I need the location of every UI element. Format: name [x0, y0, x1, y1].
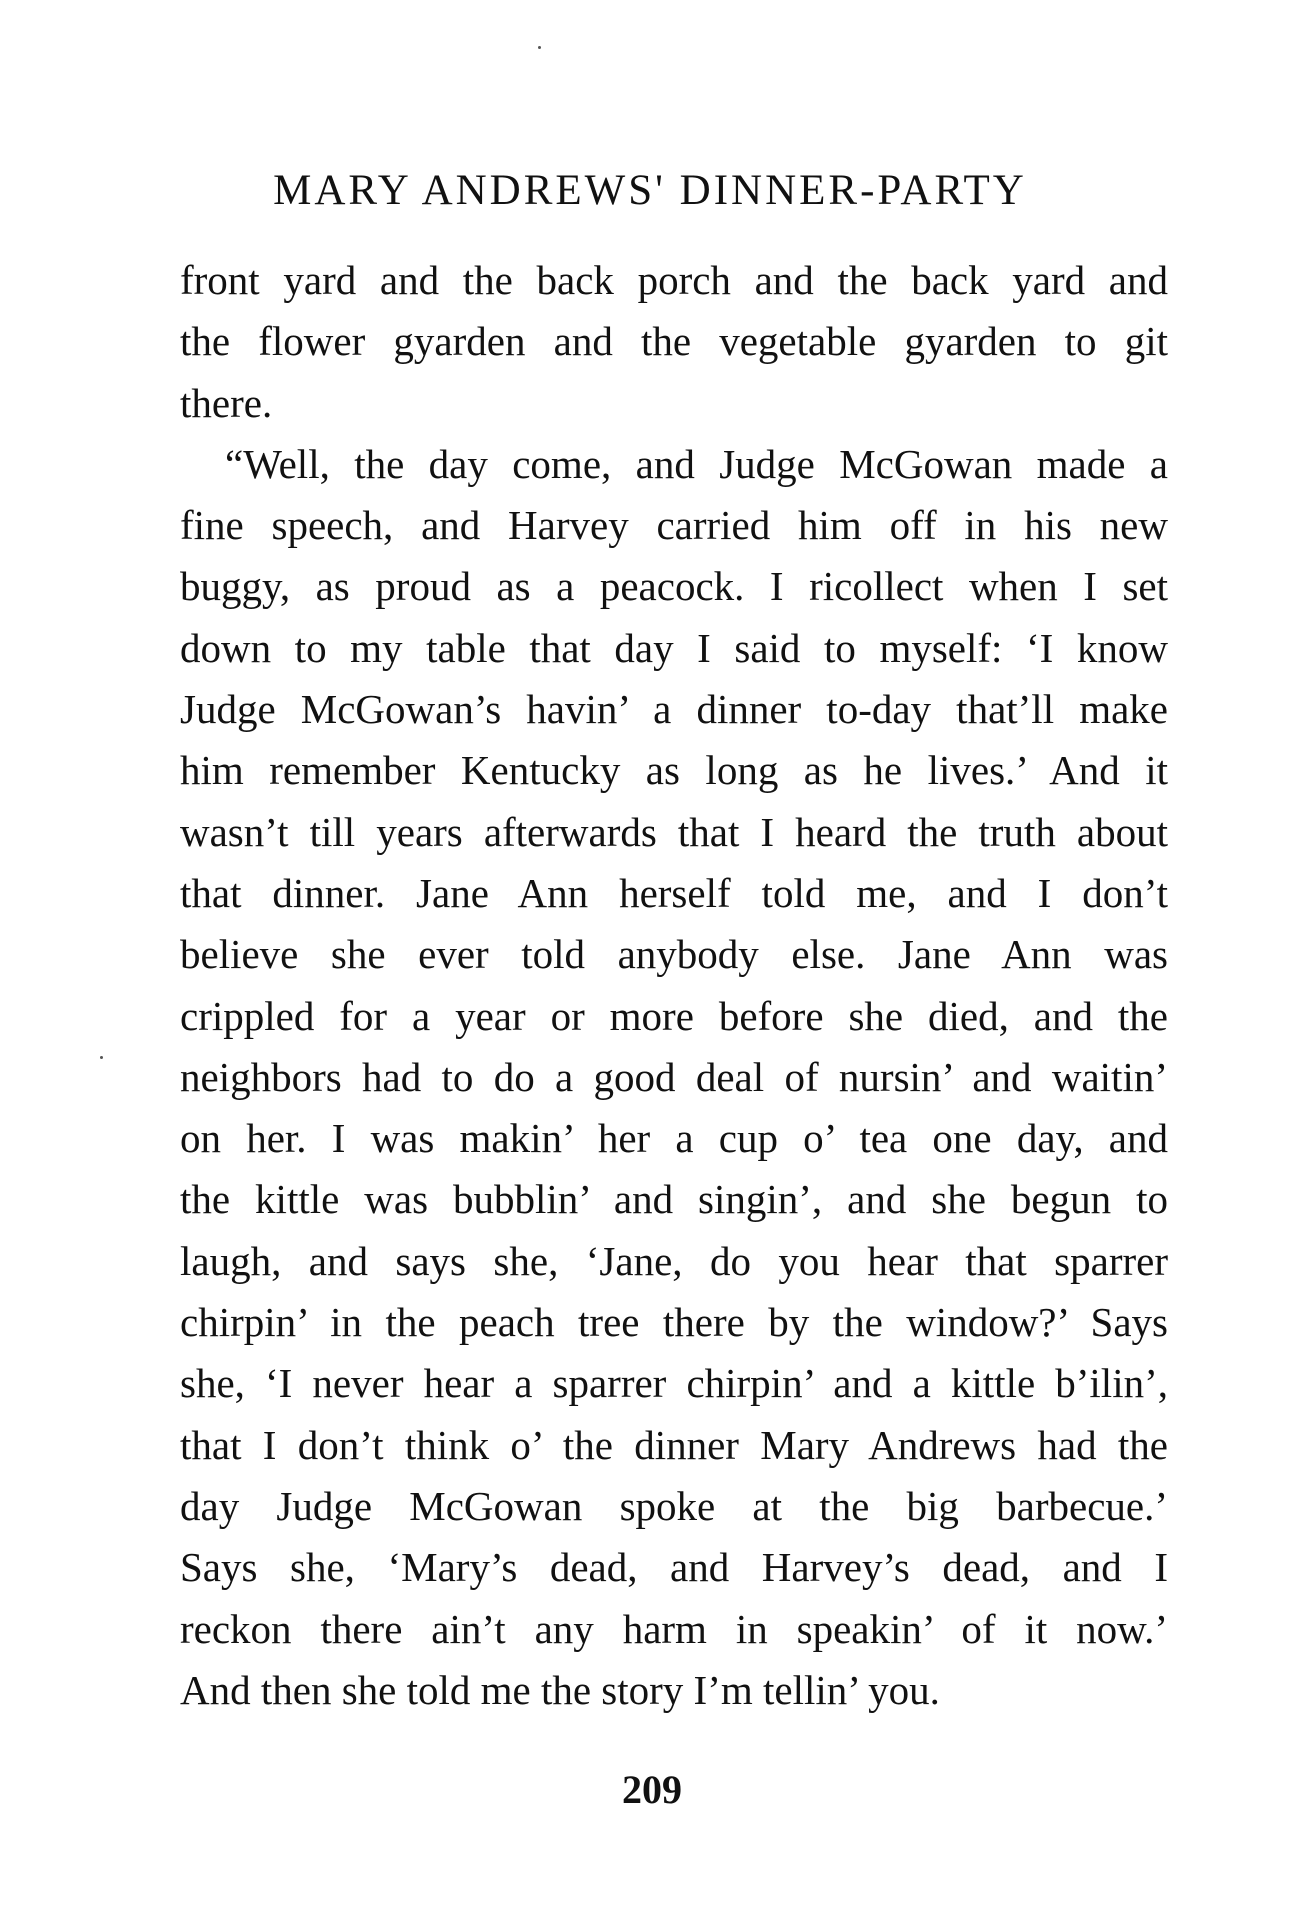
text-line: crippled for a year or more before she died, and the	[180, 992, 1168, 1039]
text-line: that I don’t think o’ the dinner Mary Andrews had the	[180, 1421, 1168, 1468]
print-speck	[538, 46, 541, 49]
text-line: him remember Kentucky as long as he lives.’ And it	[180, 747, 1168, 794]
text-line: laugh, and says she, ‘Jane, do you hear that sparrer	[180, 1237, 1168, 1284]
text-line: wasn’t till years afterwards that I heard the truth about	[180, 808, 1168, 855]
text-line: down to my table that day I said to myself: ‘I know	[180, 624, 1168, 671]
text-line: chirpin’ in the peach tree there by the window?’ Says	[180, 1299, 1168, 1346]
text-line: that dinner. Jane Ann herself told me, and I don’t	[180, 869, 1168, 916]
text-line: fine speech, and Harvey carried him off in his new	[180, 502, 1168, 549]
text-line: “Well, the day come, and Judge McGowan made a	[225, 440, 1168, 487]
text-line: day Judge McGowan spoke at the big barbecue.’	[180, 1482, 1168, 1529]
text-line: believe she ever told anybody else. Jane Ann was	[180, 931, 1168, 978]
text-line: Says she, ‘Mary’s dead, and Harvey’s dead, and I	[180, 1544, 1168, 1591]
text-line: the kittle was bubblin’ and singin’, and she begun to	[180, 1176, 1168, 1223]
page-number: 209	[622, 1767, 682, 1812]
text-line: reckon there ain’t any harm in speakin’ of it now.’	[180, 1605, 1168, 1652]
body-text	[180, 250, 1168, 1721]
text-line: front yard and the back porch and the back yard and	[180, 257, 1168, 303]
text-line: Judge McGowan’s havin’ a dinner to-day that’ll make	[180, 686, 1168, 733]
text-line: buggy, as proud as a peacock. I ricollect when I set	[180, 563, 1168, 610]
text-line: neighbors had to do a good deal of nursin’ and waitin’	[180, 1053, 1168, 1100]
running-head: MARY ANDREWS' DINNER-PARTY	[273, 167, 1027, 214]
text-line: the flower gyarden and the vegetable gyarden to git	[180, 318, 1168, 365]
text-line: there.	[180, 379, 273, 426]
text-line: on her. I was makin’ her a cup o’ tea one day, and	[180, 1115, 1168, 1162]
print-speck	[100, 1056, 103, 1059]
text-line: she, ‘I never hear a sparrer chirpin’ and a kittle b’ilin’,	[180, 1360, 1168, 1407]
text-line: And then she told me the story I’m tellin’ you.	[180, 1666, 940, 1713]
